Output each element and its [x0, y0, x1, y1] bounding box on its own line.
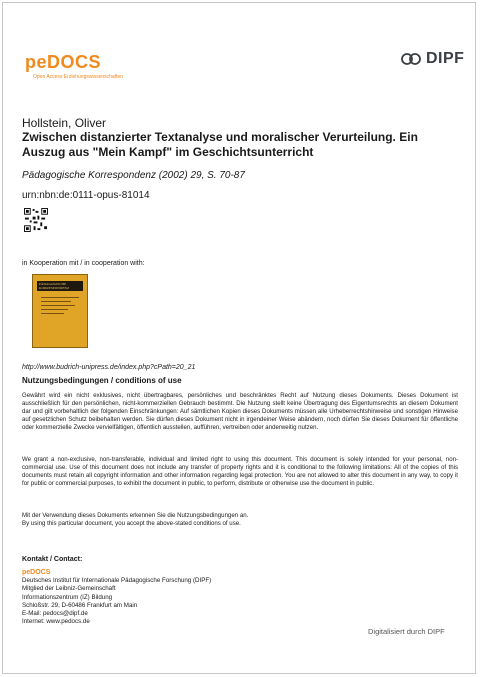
contact-pedocs-docs: DOCS	[30, 569, 51, 576]
dipf-logo[interactable]	[400, 50, 464, 68]
contact-email-link[interactable]: E-Mail: pedocs@dipf.de	[22, 610, 88, 618]
acceptance-english: By using this particular document, you accept the above-stated conditions of use.	[22, 520, 241, 528]
contact-address	[22, 577, 211, 627]
terms-acceptance	[22, 512, 458, 528]
acceptance-german: Mit der Verwendung dieses Dokuments erkennen Sie die Nutzungsbedingungen an.	[22, 512, 249, 519]
cooperation-label: in Kooperation mit / in cooperation with:	[22, 260, 145, 267]
contact-pedocs-logo	[22, 569, 50, 576]
journal-cover-text-lines	[41, 297, 79, 317]
contact-line-street: Schloßstr. 29, D-60486 Frankfurt am Main	[22, 601, 138, 609]
dipf-logo-text: DIPF	[426, 50, 465, 67]
qr-code-icon	[24, 208, 48, 232]
journal-cover-image	[32, 274, 88, 348]
contact-website-link[interactable]: Internet: www.pedocs.de	[22, 618, 90, 626]
terms-heading: Nutzungsbedingungen / conditions of use	[22, 376, 182, 385]
publisher-url-link[interactable]: http://www.budrich-unipress.de/index.php?cPath=20_21	[22, 364, 196, 371]
pedocs-logo-pe: pe	[25, 52, 48, 72]
contact-line-institute: Deutsches Institut für Internationale Pädagogische Forschung (DIPF)	[22, 577, 212, 584]
author: Hollstein, Oliver	[22, 116, 107, 130]
terms-german: Gewährt wird ein nicht exklusives, nicht übertragbares, persönliches und beschränktes Recht auf Nutzung dieses Dokuments. Dieses Dokument ist ausschließlich für den persönlichen, nicht-kommerziellen Gebrauch bestimmt. Die Nutzung stellt keine Übertragung des Eigentumsrechts an diesem Dokument dar und gilt vorbehaltlich der folgenden Einschränkungen: Auf sämtlichen Kopien dieses Dokuments müssen alle Urheberrechtshinweise und sonstigen Hinweise auf gesetzlichen Schutz beibehalten werden. Sie dürfen dieses Dokument nicht in irgendeiner Weise abändern, noch dürfen Sie dieses Dokument für öffentliche oder kommerzielle Zwecke vervielfältigen, öffentlich ausstellen, aufführen, vertreiben oder anderweitig nutzen.	[22, 392, 458, 432]
document-title: Zwischen distanzierter Textanalyse und moralischer Verurteilung. Ein Auszug aus "Mein Kampf" im Geschichtsunterricht	[22, 130, 418, 159]
contact-pedocs-pe: pe	[22, 569, 31, 576]
source-citation: Pädagogische Korrespondenz (2002) 29, S. 70-87	[22, 170, 245, 181]
journal-cover-title: PÄDAGOGISCHE KORRESPONDENZ	[39, 282, 70, 290]
digitized-by-label: Digitalisiert durch DIPF	[368, 627, 445, 636]
pedocs-subtitle: Open Access Erziehungswissenschaften	[33, 74, 124, 80]
terms-english: We grant a non-exclusive, non-transferable, individual and limited right to using this document. This document is solely intended for your personal, non-commercial use. Use of this document does not include any transfer of property rights and it is conditional to the following limitations: All of the copies of this documents must retain all copyright information and other information regarding legal protection. You are not allowed to alter this document in any way, to copy it for public or commercial purposes, to exhibit the document in public, to perform, distribute or otherwise use the document in public.	[22, 456, 458, 488]
contact-line-member: Mitglied der Leibniz-Gemeinschaft	[22, 585, 116, 593]
pedocs-logo[interactable]	[25, 52, 101, 73]
dipf-rings-icon	[400, 52, 422, 66]
contact-heading: Kontakt / Contact:	[22, 556, 83, 563]
urn[interactable]: urn:nbn:de:0111-opus-81014	[22, 190, 150, 201]
pedocs-logo-docs: DOCS	[47, 52, 102, 72]
contact-line-center: Informationszentrum (IZ) Bildung	[22, 593, 113, 601]
